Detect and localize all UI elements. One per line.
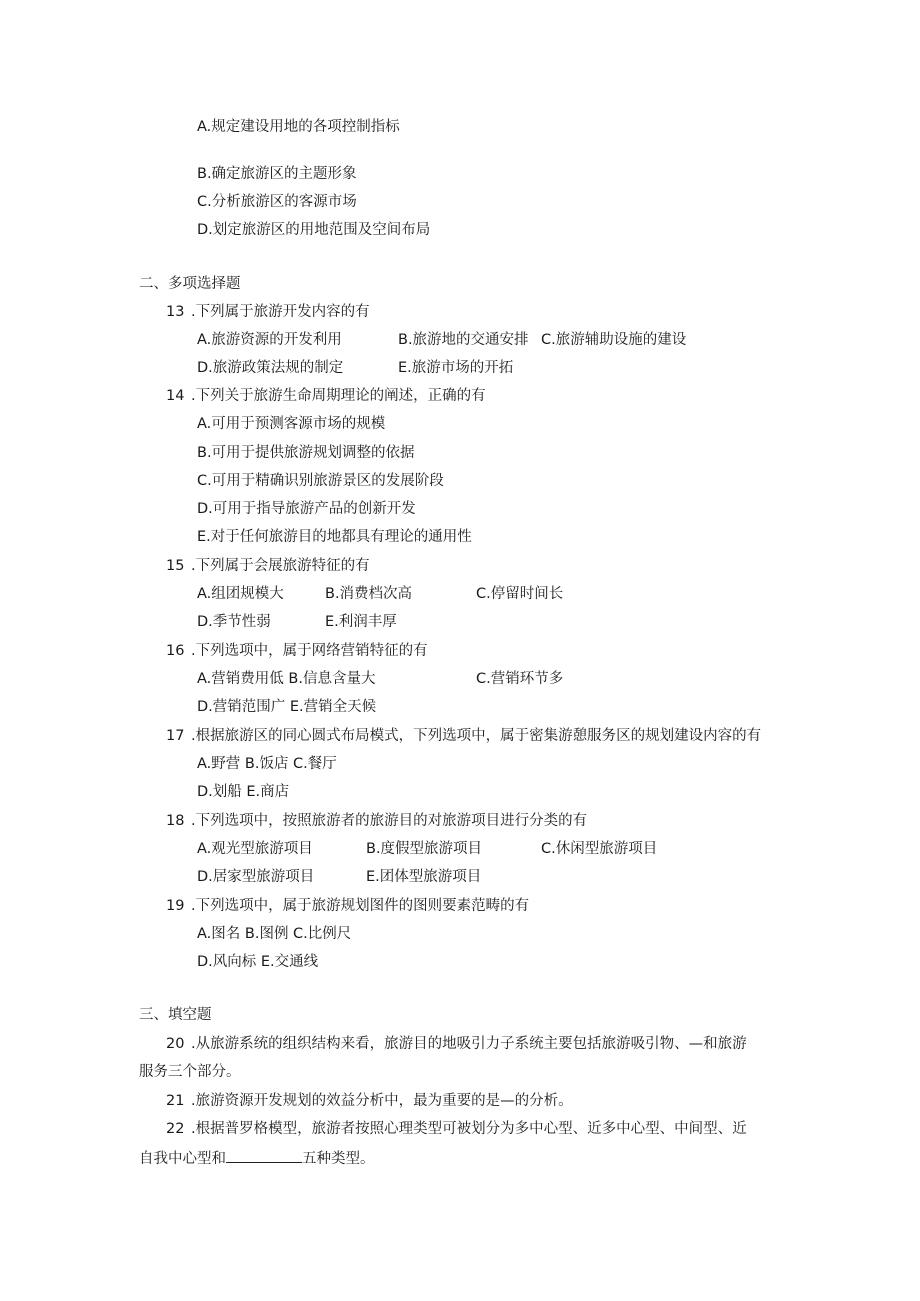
q15-option-d: D.季节性弱	[197, 614, 271, 630]
q16-option-de: D.营销范围广 E.营销全天候	[197, 699, 377, 715]
q14-stem: .下列关于旅游生命周期理论的阐述，正确的有	[191, 388, 486, 404]
q16-stem: .下列选项中，属于网络营销特征的有	[191, 643, 428, 659]
q13-option-d: D.旅游政策法规的制定	[197, 360, 344, 376]
q20-text-line2: 服务三个部分。	[139, 1064, 241, 1080]
q22-text-line1: .根据普罗格模型，旅游者按照心理类型可被划分为多中心型、近多中心型、中间型、近	[191, 1121, 747, 1137]
q22-number: 22	[166, 1121, 185, 1137]
q16-number: 16	[166, 643, 185, 659]
q13-stem: .下列属于旅游开发内容的有	[191, 304, 370, 320]
q12-option-c: C.分析旅游区的客源市场	[197, 194, 357, 210]
q13-option-b: B.旅游地的交通安排	[398, 332, 529, 348]
q18-option-a: A.观光型旅游项目	[197, 841, 313, 857]
q22-text-after-blank: 五种类型。	[302, 1151, 375, 1167]
q19-number: 19	[166, 898, 185, 914]
q16-option-ab: A.营销费用低 B.信息含量大	[197, 671, 376, 687]
q15-option-e: E.利润丰厚	[325, 614, 397, 630]
q21-text: .旅游资源开发规划的效益分析中，最为重要的是—的分析。	[191, 1093, 573, 1109]
q18-option-c: C.休闲型旅游项目	[541, 841, 658, 857]
q13-option-a: A.旅游资源的开发利用	[197, 332, 342, 348]
q15-stem: .下列属于会展旅游特征的有	[191, 558, 370, 574]
q17-option-de: D.划船 E.商店	[197, 784, 290, 800]
section-3-title: 三、填空题	[139, 1007, 212, 1023]
q14-option-d: D.可用于指导旅游产品的创新开发	[197, 501, 416, 517]
section-2-title: 二、多项选择题	[139, 276, 241, 292]
q15-option-a: A.组团规模大	[197, 586, 284, 602]
q17-stem: .根据旅游区的同心圆式布局模式，下列选项中，属于密集游憩服务区的规划建设内容的有	[191, 728, 762, 744]
q14-option-c: C.可用于精确识别旅游景区的发展阶段	[197, 473, 444, 489]
q15-number: 15	[166, 558, 185, 574]
q20-text-line1: .从旅游系统的组织结构来看，旅游目的地吸引力子系统主要包括旅游吸引物、—和旅游	[191, 1036, 747, 1052]
q12-option-d: D.划定旅游区的用地范围及空间布局	[197, 222, 431, 238]
q13-option-e: E.旅游市场的开拓	[398, 360, 514, 376]
q22-text-before-blank: 自我中心型和	[139, 1151, 226, 1167]
q20-number: 20	[166, 1036, 185, 1052]
q18-option-d: D.居家型旅游项目	[197, 869, 315, 885]
q19-stem: .下列选项中，属于旅游规划图件的图则要素范畴的有	[191, 898, 530, 914]
q17-option-abc: A.野营 B.饭店 C.餐厅	[197, 756, 337, 772]
q16-option-c: C.营销环节多	[476, 671, 564, 687]
q15-option-b: B.消费档次高	[325, 586, 413, 602]
q15-option-c: C.停留时间长	[476, 586, 564, 602]
q12-option-a: A.规定建设用地的各项控制指标	[197, 119, 400, 135]
q19-option-abc: A.图名 B.图例 C.比例尺	[197, 926, 352, 942]
q21-number: 21	[166, 1093, 185, 1109]
q19-option-de: D.风向标 E.交通线	[197, 954, 319, 970]
q17-number: 17	[166, 728, 185, 744]
q14-number: 14	[166, 388, 185, 404]
q22-answer-blank	[226, 1148, 302, 1163]
q14-option-e: E.对于任何旅游目的地都具有理论的通用性	[197, 529, 472, 545]
q18-number: 18	[166, 813, 185, 829]
q13-number: 13	[166, 304, 185, 320]
q18-option-e: E.团体型旅游项目	[366, 869, 482, 885]
q18-option-b: B.度假型旅游项目	[366, 841, 483, 857]
q14-option-a: A.可用于预测客源市场的规模	[197, 416, 386, 432]
q12-option-b: B.确定旅游区的主题形象	[197, 166, 357, 182]
q13-option-c: C.旅游辅助设施的建设	[541, 332, 687, 348]
q22-text-line2	[139, 1148, 375, 1169]
q14-option-b: B.可用于提供旅游规划调整的依据	[197, 445, 415, 461]
q18-stem: .下列选项中，按照旅游者的旅游目的对旅游项目进行分类的有	[191, 813, 588, 829]
